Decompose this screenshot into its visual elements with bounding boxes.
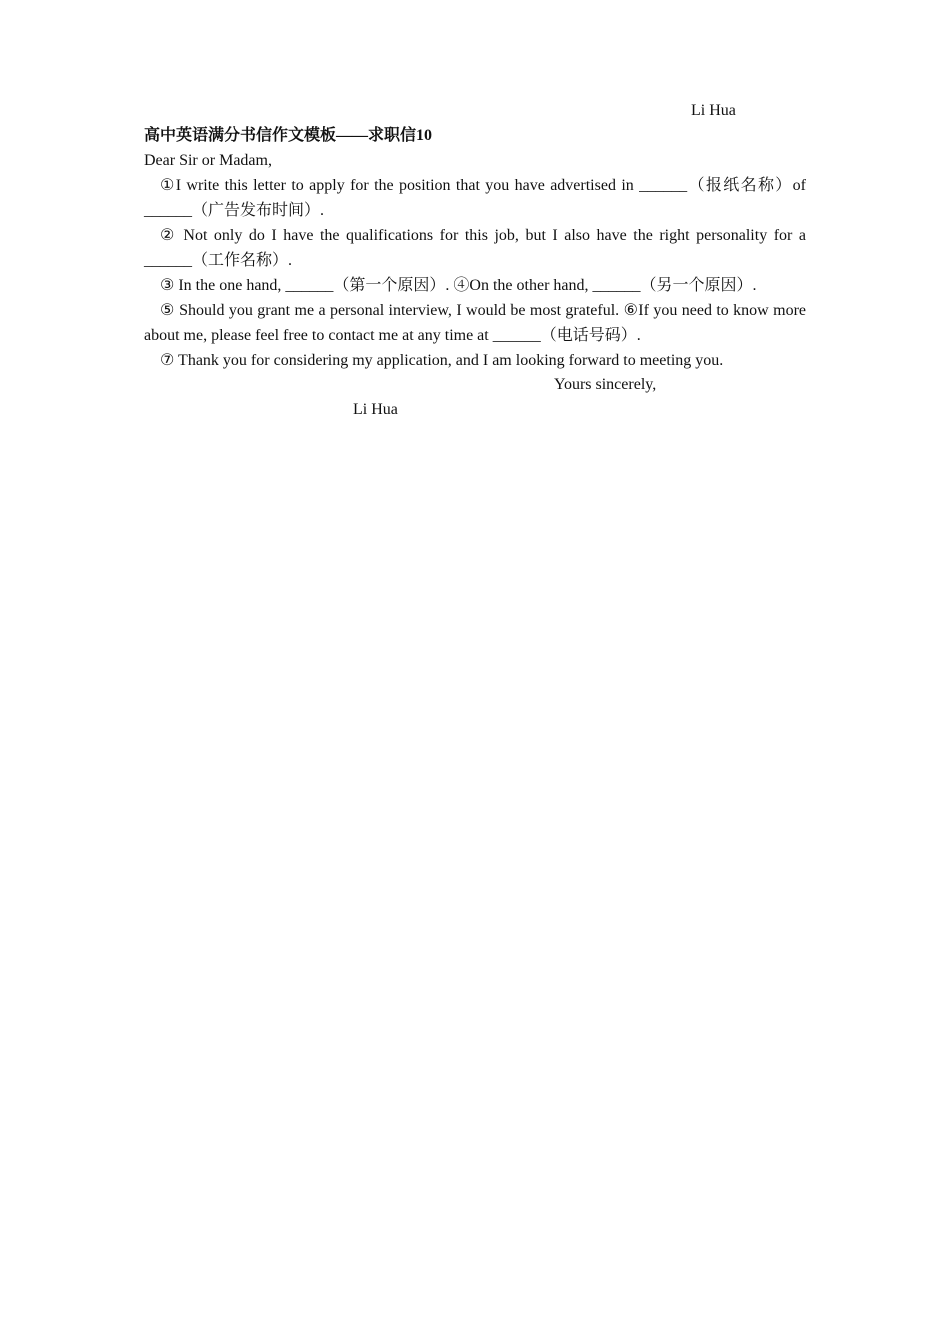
document-title: 高中英语满分书信作文模板——求职信10 <box>144 127 433 144</box>
letter-paragraph-3: ③ In the one hand, ______（第一个原因）. ④On the other hand, ______（另一个原因）. <box>160 277 757 294</box>
letter-paragraph-2: ② Not only do I have the qualifications for this job, but I also have the right personality for a ______（工作名称）. <box>144 227 806 269</box>
letter-paragraph-5: ⑦ Thank you for considering my application, and I am looking forward to meeting you. <box>160 352 724 369</box>
letter-signature: Li Hua <box>353 401 398 418</box>
top-name: Li Hua <box>691 102 736 119</box>
letter-closing: Yours sincerely, <box>554 376 657 393</box>
letter-paragraph-1: ①I write this letter to apply for the position that you have advertised in ______（报纸名称）of ______（广告发布时间）. <box>144 177 806 219</box>
letter-paragraph-4: ⑤ Should you grant me a personal interview, I would be most grateful. ⑥If you need to know more about me, please feel free to contact me at any time at ______（电话号码）. <box>144 302 807 344</box>
letter-salutation: Dear Sir or Madam, <box>144 152 272 169</box>
